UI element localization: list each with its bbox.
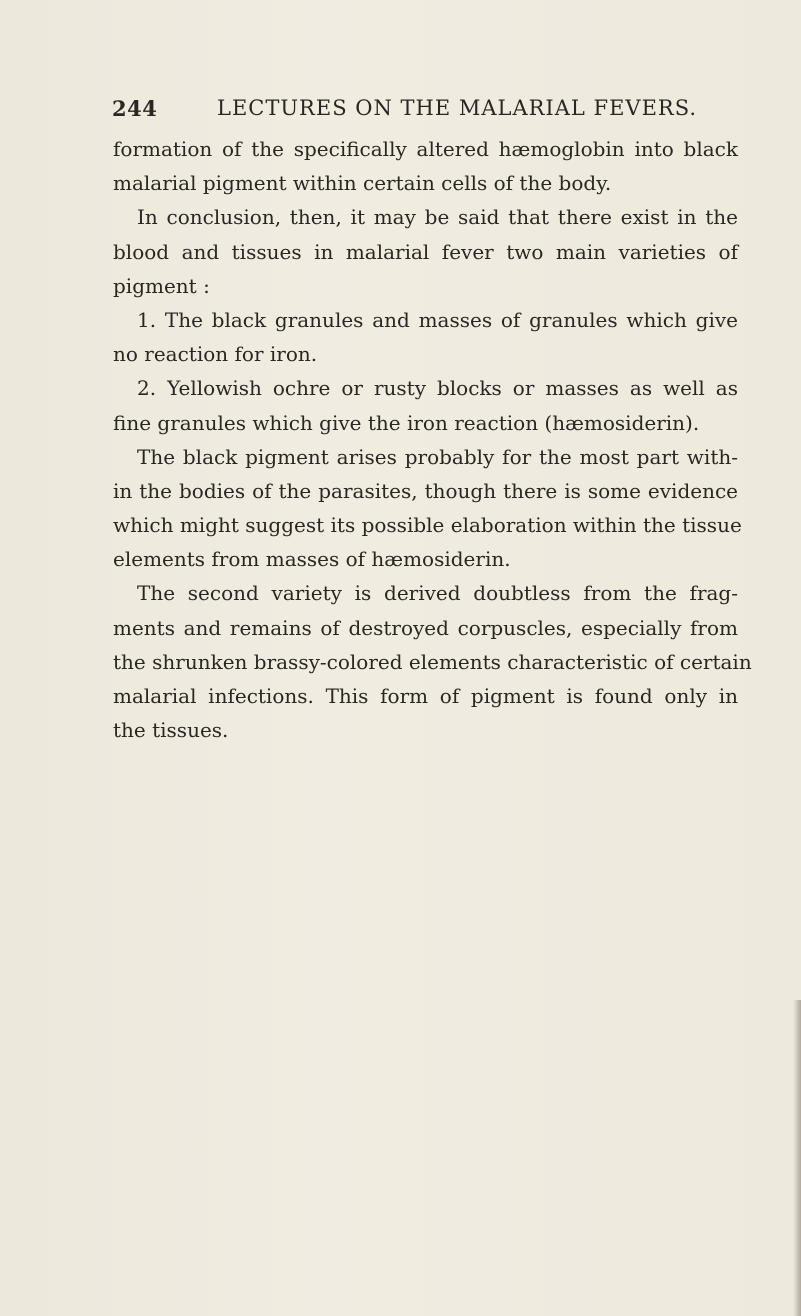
text-line: the tissues.: [113, 718, 229, 743]
page-edge-shadow: [793, 1000, 801, 1316]
text-line: 2. Yellowish ochre or rusty blocks or masses as well as: [137, 376, 738, 401]
text-line: malarial pigment within certain cells of the body.: [113, 171, 612, 196]
body-text: [113, 132, 752, 747]
text-line: ments and remains of destroyed corpuscles, especially from: [113, 615, 738, 640]
running-title: LECTURES ON THE MALARIAL FEVERS.: [217, 96, 698, 120]
text-line: In conclusion, then, it may be said that there exist in the: [137, 205, 738, 230]
text-line: The second variety is derived doubtless from the frag-: [137, 581, 738, 606]
page-number: 244: [112, 96, 158, 121]
text-line: The black pigment arises probably for the most part with-: [137, 444, 738, 469]
text-line: no reaction for iron.: [113, 342, 318, 367]
text-line: elements from masses of hæmosiderin.: [113, 547, 511, 572]
text-line: 1. The black granules and masses of granules which give: [137, 307, 738, 332]
text-line: in the bodies of the parasites, though there is some evidence: [113, 478, 738, 503]
text-line: formation of the specifically altered hæmoglobin into black: [113, 137, 738, 161]
text-line: fine granules which give the iron reaction (hæmosiderin).: [113, 410, 700, 435]
text-line: malarial infections. This form of pigment is found only in: [113, 684, 738, 708]
text-line: blood and tissues in malarial fever two main varieties of: [113, 239, 738, 264]
text-line: the shrunken brassy-colored elements characteristic of certain: [113, 649, 752, 674]
text-line: pigment :: [113, 273, 210, 298]
text-line: which might suggest its possible elaboration within the tissue: [113, 513, 742, 538]
running-head: [112, 96, 722, 126]
